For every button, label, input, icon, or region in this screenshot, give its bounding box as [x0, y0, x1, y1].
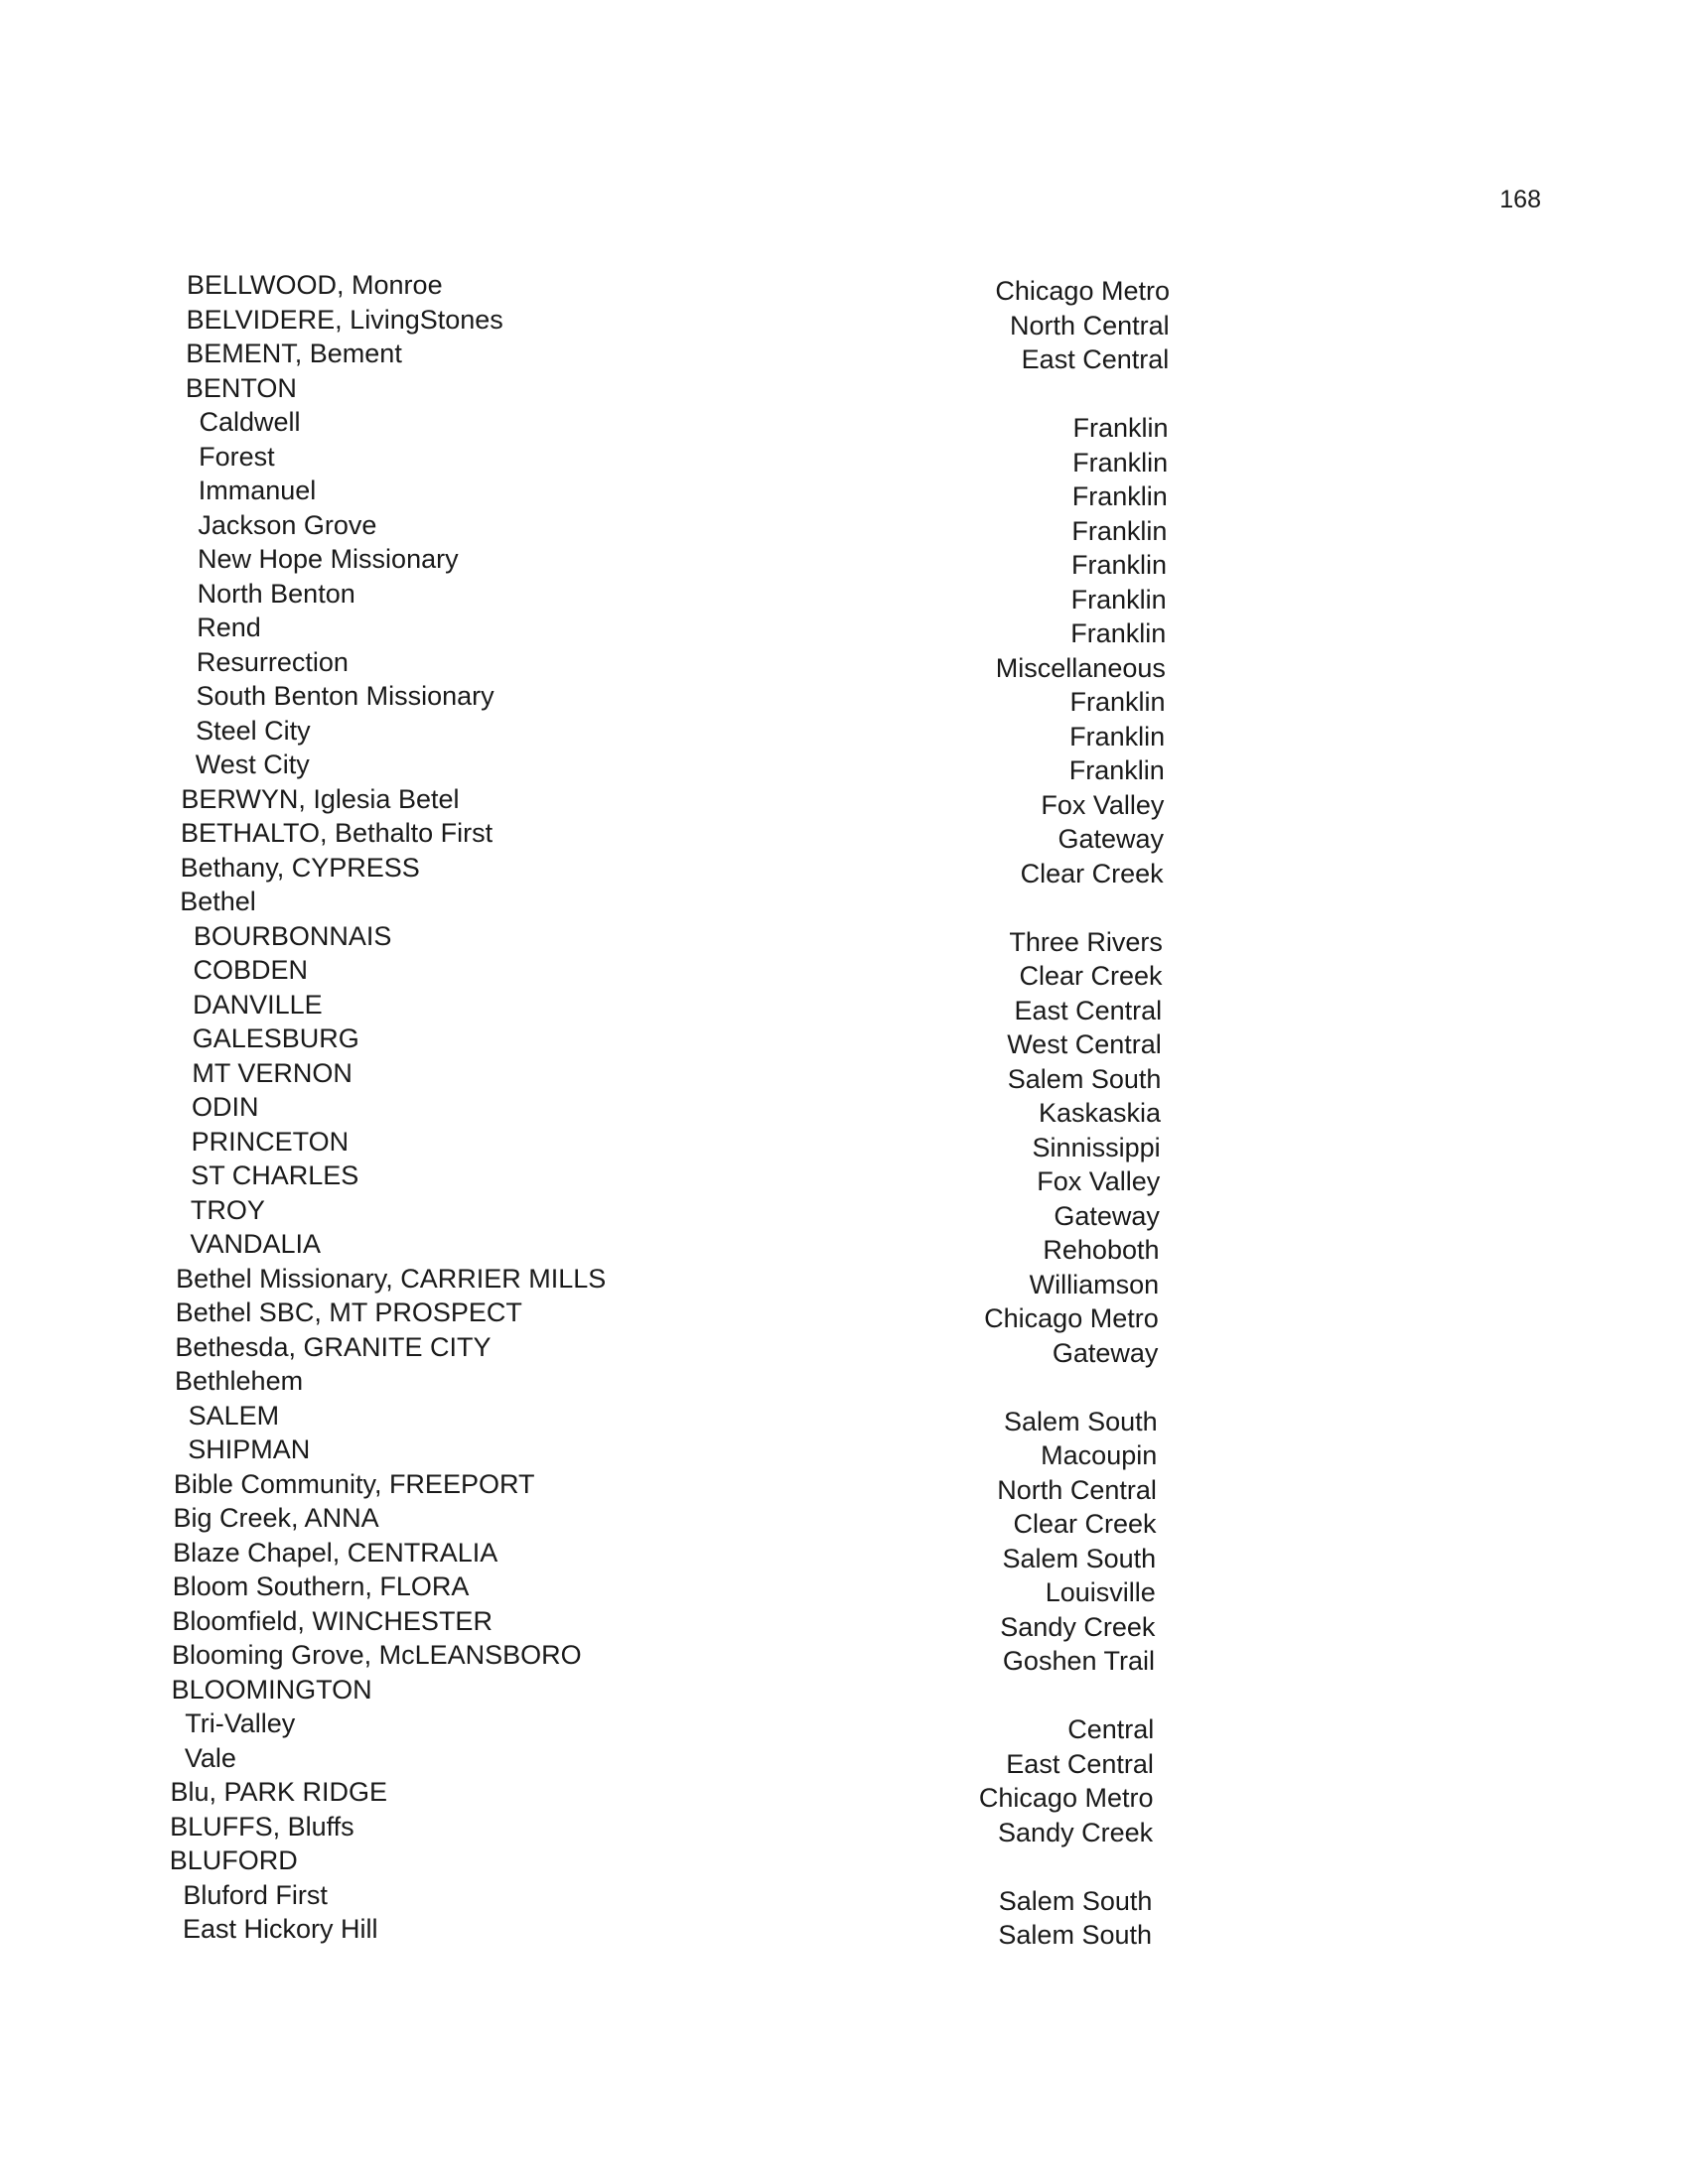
association-name: Salem South	[998, 1885, 1153, 1916]
church-name: BELLWOOD, Monroe	[187, 270, 443, 300]
church-name: Bloom Southern, FLORA	[172, 1571, 470, 1601]
association-name: Chicago Metro	[995, 276, 1170, 306]
association-name: Franklin	[1068, 755, 1165, 785]
church-name: Bible Community, FREEPORT	[173, 1468, 535, 1499]
church-name: BETHALTO, Bethalto First	[181, 818, 494, 848]
church-name: BLOOMINGTON	[171, 1674, 372, 1705]
directory-entry	[0, 714, 1692, 749]
directory-entry	[0, 1125, 1692, 1160]
association-name: Fox Valley	[1037, 1166, 1161, 1196]
association-name: Williamson	[1029, 1269, 1160, 1299]
directory-entry	[0, 440, 1692, 478]
directory-entry	[0, 1810, 1692, 1847]
association-name: East Central	[1006, 1748, 1154, 1779]
church-name: New Hope Missionary	[198, 544, 459, 574]
directory-entry	[0, 303, 1692, 341]
church-name: Blooming Grove, McLEANSBORO	[172, 1640, 582, 1670]
church-name: BENTON	[185, 372, 297, 403]
church-name: Blu, PARK RIDGE	[170, 1777, 388, 1807]
directory-entry	[0, 1296, 1692, 1333]
church-name: VANDALIA	[190, 1229, 322, 1259]
association-name: Franklin	[1070, 584, 1167, 614]
directory-entry	[0, 268, 1692, 306]
church-name: ODIN	[192, 1092, 259, 1122]
association-name: Macoupin	[1041, 1440, 1158, 1470]
church-name: Forest	[199, 441, 275, 472]
association-name: Louisville	[1045, 1577, 1156, 1607]
directory-entry	[0, 1364, 1692, 1399]
association-name: Chicago Metro	[978, 1783, 1154, 1813]
association-name: Rehoboth	[1043, 1235, 1160, 1265]
church-name: Bethlehem	[175, 1366, 304, 1396]
directory-entry	[0, 1022, 1692, 1059]
directory-entry	[0, 1878, 1692, 1916]
church-name: PRINCETON	[191, 1126, 350, 1157]
association-name: Clear Creek	[1019, 961, 1163, 991]
association-name: Gateway	[1058, 824, 1164, 854]
directory-entry	[0, 1090, 1692, 1128]
association-name: Goshen Trail	[1002, 1646, 1155, 1676]
association-name: Chicago Metro	[984, 1303, 1159, 1333]
church-name: Blaze Chapel, CENTRALIA	[173, 1537, 498, 1568]
directory-entry	[0, 1467, 1692, 1505]
church-name: BELVIDERE, LivingStones	[186, 304, 503, 335]
association-name: Sandy Creek	[1000, 1611, 1156, 1642]
directory-entry	[0, 1433, 1692, 1470]
church-name: GALESBURG	[192, 1024, 359, 1053]
directory-entry	[0, 1227, 1692, 1265]
association-name: North Central	[1010, 310, 1170, 341]
directory-entry	[0, 577, 1692, 612]
directory-entry	[0, 1775, 1692, 1813]
church-name: SALEM	[188, 1400, 280, 1431]
association-name: Franklin	[1071, 481, 1168, 511]
directory-entry	[0, 1706, 1692, 1744]
church-name: MT VERNON	[192, 1057, 352, 1088]
church-name: BEMENT, Bement	[186, 339, 402, 368]
directory-entry	[0, 679, 1692, 717]
church-name: Steel City	[196, 715, 311, 746]
directory-entry	[0, 542, 1692, 580]
directory-entry	[0, 474, 1692, 511]
directory-entry	[0, 1330, 1692, 1368]
church-directory-list	[0, 268, 1692, 1950]
association-name: Fox Valley	[1041, 789, 1165, 820]
directory-entry	[0, 919, 1692, 957]
directory-entry	[0, 782, 1692, 820]
association-name: Franklin	[1072, 413, 1169, 443]
association-name: Gateway	[1052, 1337, 1159, 1368]
directory-entry	[0, 816, 1692, 854]
church-name: DANVILLE	[193, 989, 323, 1020]
association-name: Sandy Creek	[998, 1817, 1154, 1847]
association-name: Salem South	[998, 1920, 1152, 1950]
association-name: North Central	[997, 1474, 1157, 1505]
church-name: BLUFFS, Bluffs	[170, 1811, 354, 1842]
directory-entry	[0, 611, 1692, 648]
directory-entry	[0, 1536, 1692, 1573]
church-name: ST CHARLES	[191, 1160, 359, 1190]
church-name: COBDEN	[193, 955, 309, 985]
church-name: Vale	[184, 1742, 236, 1773]
association-name: Sinnissippi	[1032, 1132, 1161, 1162]
directory-entry	[0, 337, 1692, 374]
directory-entry	[0, 1604, 1692, 1642]
association-name: Franklin	[1072, 447, 1169, 478]
church-name: Resurrection	[196, 646, 349, 677]
church-name: TROY	[190, 1194, 265, 1225]
association-name: Clear Creek	[1020, 858, 1164, 888]
association-name: Franklin	[1070, 618, 1167, 648]
church-name: Immanuel	[198, 476, 317, 505]
directory-entry	[0, 1399, 1692, 1436]
directory-entry	[0, 1673, 1692, 1707]
directory-entry	[0, 748, 1692, 785]
church-name: North Benton	[197, 578, 355, 609]
association-name: Franklin	[1070, 550, 1167, 580]
church-name: BERWYN, Iglesia Betel	[181, 783, 460, 814]
directory-entry	[0, 1638, 1692, 1676]
association-name: Three Rivers	[1009, 926, 1163, 957]
directory-entry	[0, 1262, 1692, 1297]
directory-entry	[0, 988, 1692, 1023]
church-name: Bethel Missionary, CARRIER MILLS	[176, 1263, 607, 1294]
church-name: West City	[195, 750, 310, 779]
church-name: BOURBONNAIS	[193, 920, 392, 951]
directory-entry	[0, 1741, 1692, 1779]
directory-entry	[0, 851, 1692, 886]
directory-entry	[0, 1159, 1692, 1196]
association-name: Franklin	[1071, 515, 1168, 546]
page-number: 168	[1499, 186, 1541, 213]
church-name: BLUFORD	[169, 1845, 298, 1875]
association-name: Salem South	[1004, 1406, 1158, 1436]
church-name: Tri-Valley	[185, 1708, 296, 1738]
directory-entry	[0, 1843, 1692, 1878]
association-name: Kaskaskia	[1038, 1098, 1161, 1128]
church-name: Jackson Grove	[198, 509, 377, 540]
church-name: Bluford First	[183, 1879, 328, 1910]
association-name: Salem South	[1007, 1063, 1162, 1094]
church-name: Bethel SBC, MT PROSPECT	[175, 1297, 522, 1327]
church-name: Rend	[197, 613, 261, 642]
association-name: Gateway	[1054, 1200, 1160, 1231]
directory-entry	[0, 645, 1692, 683]
church-name: SHIPMAN	[188, 1434, 311, 1464]
directory-entry	[0, 1056, 1692, 1094]
church-name: South Benton Missionary	[196, 681, 494, 711]
church-name: Bethany, CYPRESS	[180, 852, 420, 883]
association-name: Franklin	[1069, 687, 1166, 717]
association-name: Central	[1067, 1714, 1155, 1744]
association-name: East Central	[1021, 344, 1170, 374]
church-name: Bethel	[180, 887, 256, 916]
church-name: Caldwell	[199, 407, 301, 437]
directory-entry	[0, 1193, 1692, 1231]
association-name: East Central	[1014, 995, 1163, 1025]
directory-entry	[0, 508, 1692, 546]
directory-entry	[0, 1501, 1692, 1539]
directory-entry	[0, 885, 1692, 919]
church-name: East Hickory Hill	[183, 1914, 378, 1944]
association-name: West Central	[1007, 1029, 1162, 1059]
church-name: Bloomfield, WINCHESTER	[172, 1605, 493, 1636]
association-name: Franklin	[1069, 721, 1166, 751]
directory-entry	[0, 953, 1692, 991]
church-name: Bethesda, GRANITE CITY	[175, 1331, 492, 1362]
church-name: Big Creek, ANNA	[173, 1503, 379, 1533]
directory-entry	[0, 1912, 1692, 1950]
association-name: Salem South	[1002, 1543, 1157, 1573]
association-name: Clear Creek	[1013, 1509, 1157, 1539]
directory-entry	[0, 405, 1692, 443]
directory-entry	[0, 371, 1692, 406]
directory-entry	[0, 1570, 1692, 1607]
association-name: Miscellaneous	[995, 652, 1166, 683]
